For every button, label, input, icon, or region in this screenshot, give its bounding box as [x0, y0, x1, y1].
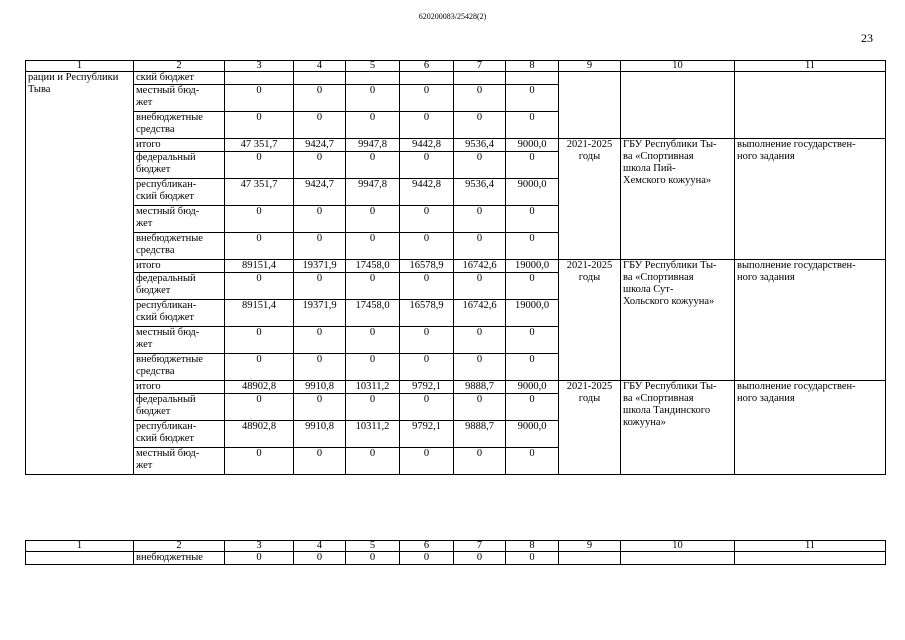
column-number-header: 6: [400, 541, 454, 552]
funding-source-cell: внебюджетные средства: [134, 354, 225, 381]
value-cell: 0: [346, 112, 400, 139]
table-row: [26, 260, 886, 273]
value-cell: 0: [454, 206, 506, 233]
value-cell: 10311,2: [346, 381, 400, 394]
value-cell: 0: [506, 552, 559, 565]
column-number-header: 11: [735, 61, 886, 72]
value-cell: 19000,0: [506, 300, 559, 327]
value-cell: 0: [225, 394, 294, 421]
column-number-row: [26, 541, 886, 552]
funding-source-cell: республикан- ский бюджет: [134, 300, 225, 327]
value-cell: 9536,4: [454, 139, 506, 152]
value-cell: 0: [294, 85, 346, 112]
value-cell: 0: [346, 394, 400, 421]
funding-source-cell: местный бюд- жет: [134, 448, 225, 475]
value-cell: 9888,7: [454, 421, 506, 448]
value-cell: 9000,0: [506, 139, 559, 152]
value-cell: 0: [454, 394, 506, 421]
column-number-header: 4: [294, 61, 346, 72]
value-cell: 0: [400, 206, 454, 233]
value-cell: 0: [346, 354, 400, 381]
column-number-header: 1: [26, 541, 134, 552]
value-cell: 0: [454, 552, 506, 565]
executor-cell: [621, 85, 735, 112]
value-cell: 0: [400, 354, 454, 381]
funding-source-cell: внебюджетные средства: [134, 233, 225, 260]
program-name-cell: [26, 552, 134, 565]
result-cell: [735, 552, 886, 565]
funding-source-cell: итого: [134, 260, 225, 273]
value-cell: 0: [225, 354, 294, 381]
value-cell: 0: [225, 152, 294, 179]
value-cell: 0: [346, 448, 400, 475]
column-number-header: 2: [134, 541, 225, 552]
value-cell: 0: [346, 552, 400, 565]
value-cell: 9442,8: [400, 139, 454, 152]
value-cell: 0: [294, 273, 346, 300]
period-cell: 2021-2025 годы: [559, 260, 621, 381]
value-cell: [400, 72, 454, 85]
value-cell: 9910,8: [294, 421, 346, 448]
value-cell: 0: [506, 206, 559, 233]
value-cell: 19371,9: [294, 300, 346, 327]
funding-source-cell: республикан- ский бюджет: [134, 421, 225, 448]
value-cell: 0: [506, 273, 559, 300]
program-name-cell: рации и Республики Тыва: [26, 72, 134, 475]
value-cell: 0: [454, 85, 506, 112]
value-cell: 0: [400, 448, 454, 475]
value-cell: 17458,0: [346, 300, 400, 327]
funding-source-cell: ский бюджет: [134, 72, 225, 85]
result-cell: [735, 112, 886, 139]
value-cell: 9442,8: [400, 179, 454, 206]
value-cell: 0: [346, 206, 400, 233]
funding-source-cell: итого: [134, 139, 225, 152]
value-cell: 0: [346, 273, 400, 300]
column-number-header: 9: [559, 61, 621, 72]
executor-cell: [621, 112, 735, 139]
funding-source-cell: республикан- ский бюджет: [134, 179, 225, 206]
value-cell: 9424,7: [294, 139, 346, 152]
value-cell: 16578,9: [400, 260, 454, 273]
value-cell: 19000,0: [506, 260, 559, 273]
value-cell: 0: [454, 354, 506, 381]
column-number-header: 5: [346, 61, 400, 72]
funding-source-cell: федеральный бюджет: [134, 152, 225, 179]
funding-source-cell: местный бюд- жет: [134, 206, 225, 233]
page-number: 23: [861, 31, 873, 45]
value-cell: 0: [225, 85, 294, 112]
column-number-header: 11: [735, 541, 886, 552]
column-number-header: 10: [621, 61, 735, 72]
value-cell: 17458,0: [346, 260, 400, 273]
value-cell: 9792,1: [400, 421, 454, 448]
value-cell: 0: [294, 552, 346, 565]
period-cell: [559, 552, 621, 565]
value-cell: 0: [400, 112, 454, 139]
value-cell: 0: [225, 233, 294, 260]
value-cell: 89151,4: [225, 260, 294, 273]
value-cell: 0: [225, 448, 294, 475]
value-cell: 0: [506, 112, 559, 139]
value-cell: 0: [454, 273, 506, 300]
value-cell: 0: [346, 327, 400, 354]
period-cell: 2021-2025 годы: [559, 381, 621, 475]
column-number-header: 1: [26, 61, 134, 72]
funding-source-cell: местный бюд- жет: [134, 327, 225, 354]
value-cell: 0: [454, 327, 506, 354]
table-row: [26, 112, 886, 139]
value-cell: 0: [506, 152, 559, 179]
value-cell: 0: [454, 112, 506, 139]
value-cell: 9792,1: [400, 381, 454, 394]
value-cell: 9888,7: [454, 381, 506, 394]
column-number-header: 9: [559, 541, 621, 552]
value-cell: 0: [506, 448, 559, 475]
value-cell: [294, 72, 346, 85]
value-cell: 0: [454, 233, 506, 260]
value-cell: 19371,9: [294, 260, 346, 273]
table-row: [26, 85, 886, 112]
value-cell: 47 351,7: [225, 179, 294, 206]
budget-table: [25, 60, 886, 475]
value-cell: 0: [400, 152, 454, 179]
value-cell: 16742,6: [454, 300, 506, 327]
value-cell: 0: [400, 273, 454, 300]
value-cell: 0: [346, 152, 400, 179]
value-cell: 0: [225, 552, 294, 565]
value-cell: 48902,8: [225, 421, 294, 448]
value-cell: 0: [506, 354, 559, 381]
value-cell: 0: [400, 552, 454, 565]
value-cell: 47 351,7: [225, 139, 294, 152]
value-cell: 0: [294, 152, 346, 179]
column-number-header: 7: [454, 541, 506, 552]
value-cell: 89151,4: [225, 300, 294, 327]
value-cell: 0: [346, 85, 400, 112]
value-cell: [454, 72, 506, 85]
value-cell: 0: [454, 448, 506, 475]
executor-cell: ГБУ Республики Ты- ва «Спортивная школа Тандинского кожууна»: [621, 381, 735, 475]
period-cell: 2021-2025 годы: [559, 139, 621, 260]
table-row: [26, 552, 886, 565]
result-cell: выполнение государствен- ного задания: [735, 260, 886, 381]
value-cell: 0: [506, 233, 559, 260]
period-cell: [559, 72, 621, 85]
value-cell: 48902,8: [225, 381, 294, 394]
value-cell: [506, 72, 559, 85]
value-cell: 9947,8: [346, 179, 400, 206]
column-number-header: 3: [225, 541, 294, 552]
funding-source-cell: федеральный бюджет: [134, 394, 225, 421]
funding-source-cell: внебюджетные: [134, 552, 225, 565]
result-cell: выполнение государствен- ного задания: [735, 139, 886, 260]
executor-cell: ГБУ Республики Ты- ва «Спортивная школа Сут- Хольского кожууна»: [621, 260, 735, 381]
funding-source-cell: внебюджетные средства: [134, 112, 225, 139]
period-cell: [559, 85, 621, 112]
executor-cell: [621, 552, 735, 565]
period-cell: [559, 112, 621, 139]
value-cell: 9947,8: [346, 139, 400, 152]
column-number-header: 4: [294, 541, 346, 552]
column-number-header: 8: [506, 61, 559, 72]
table-row: [26, 72, 886, 85]
value-cell: 10311,2: [346, 421, 400, 448]
result-cell: [735, 85, 886, 112]
executor-cell: ГБУ Республики Ты- ва «Спортивная школа Пий- Хемского кожууна»: [621, 139, 735, 260]
value-cell: 9424,7: [294, 179, 346, 206]
value-cell: 0: [294, 448, 346, 475]
column-number-header: 10: [621, 541, 735, 552]
value-cell: [225, 72, 294, 85]
value-cell: 0: [294, 112, 346, 139]
value-cell: 0: [506, 327, 559, 354]
result-cell: [735, 72, 886, 85]
table-row: [26, 139, 886, 152]
value-cell: 9000,0: [506, 421, 559, 448]
funding-source-cell: местный бюд- жет: [134, 85, 225, 112]
value-cell: 0: [294, 354, 346, 381]
value-cell: 9000,0: [506, 381, 559, 394]
column-number-header: 6: [400, 61, 454, 72]
value-cell: 0: [346, 233, 400, 260]
value-cell: 16578,9: [400, 300, 454, 327]
value-cell: 0: [225, 273, 294, 300]
value-cell: 9910,8: [294, 381, 346, 394]
value-cell: 9000,0: [506, 179, 559, 206]
value-cell: 0: [294, 233, 346, 260]
value-cell: 0: [294, 327, 346, 354]
value-cell: 0: [225, 112, 294, 139]
column-number-row: [26, 61, 886, 72]
document-id: 620200083/25428(2): [418, 12, 487, 21]
value-cell: 0: [506, 85, 559, 112]
column-number-header: 7: [454, 61, 506, 72]
table-row: [26, 381, 886, 394]
executor-cell: [621, 72, 735, 85]
funding-source-cell: федеральный бюджет: [134, 273, 225, 300]
budget-table-continued: [25, 540, 886, 565]
value-cell: 0: [400, 327, 454, 354]
value-cell: [346, 72, 400, 85]
column-number-header: 3: [225, 61, 294, 72]
value-cell: 0: [400, 394, 454, 421]
column-number-header: 5: [346, 541, 400, 552]
result-cell: выполнение государствен- ного задания: [735, 381, 886, 475]
column-number-header: 8: [506, 541, 559, 552]
value-cell: 0: [506, 394, 559, 421]
value-cell: 0: [294, 206, 346, 233]
column-number-header: 2: [134, 61, 225, 72]
value-cell: 0: [454, 152, 506, 179]
value-cell: 0: [400, 233, 454, 260]
funding-source-cell: итого: [134, 381, 225, 394]
value-cell: 0: [225, 327, 294, 354]
value-cell: 9536,4: [454, 179, 506, 206]
value-cell: 16742,6: [454, 260, 506, 273]
value-cell: 0: [400, 85, 454, 112]
value-cell: 0: [225, 206, 294, 233]
value-cell: 0: [294, 394, 346, 421]
